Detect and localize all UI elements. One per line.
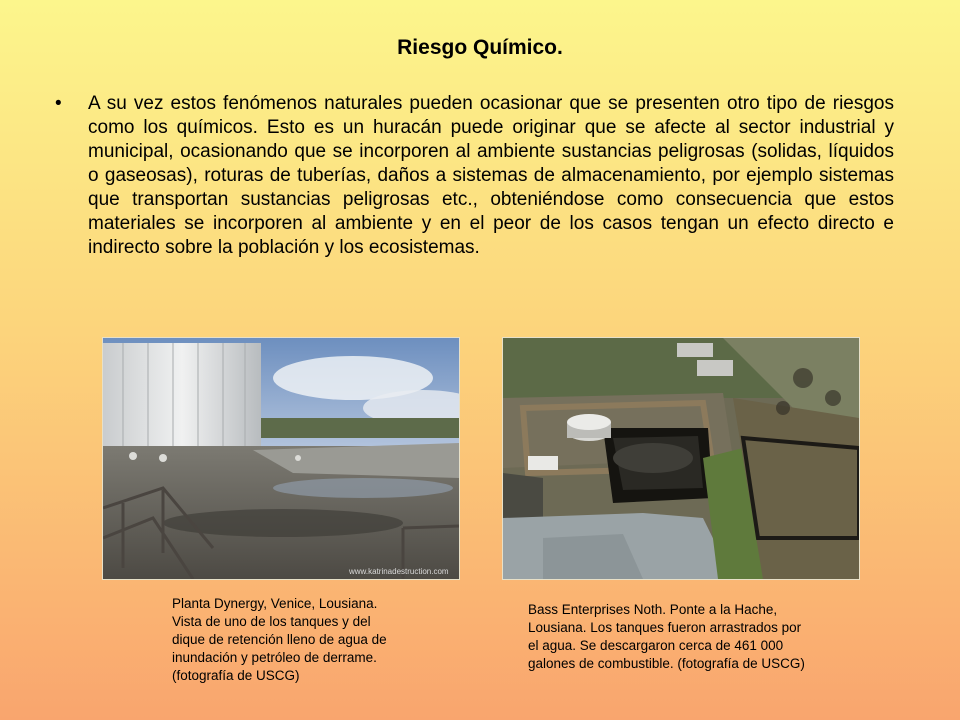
caption-line: Vista de uno de los tanques y del bbox=[172, 614, 371, 629]
photo-dynergy-plant bbox=[102, 337, 460, 580]
caption-photo-1 bbox=[172, 595, 437, 685]
caption-photo-2 bbox=[528, 601, 863, 673]
caption-line: Planta Dynergy, Venice, Lousiana. bbox=[172, 596, 378, 611]
caption-line: galones de combustible. (fotografía de USCG) bbox=[528, 656, 805, 671]
caption-line: el agua. Se descargaron cerca de 461 000 bbox=[528, 638, 784, 653]
caption-line: inundación y petróleo de derrame. bbox=[172, 650, 377, 665]
photo-bass-enterprises bbox=[502, 337, 860, 580]
caption-line: Lousiana. Los tanques fueron arrastrados por bbox=[528, 620, 802, 635]
caption-line: (fotografía de USCG) bbox=[172, 668, 300, 683]
caption-line: dique de retención lleno de agua de bbox=[172, 632, 387, 647]
photo-watermark: www.katrinadestruction.com bbox=[349, 567, 449, 576]
body-paragraph: A su vez estos fenómenos naturales pueden ocasionar que se presenten otro tipo de riesgos como los químicos. Esto es un huracán puede originar que se afecte al sector industrial y municipal, ocasionando que se incorporen al ambiente sustancias peligrosas (solidas, líquidos o gaseosas), roturas de tuberías, daños a sistemas de almacenamiento, por ejemplo sistemas que transportan sustancias peligrosas etc., obteniéndose como consecuencia que estos materiales se incorporen al ambiente y en el peor de los casos tengan un efecto directo e indirecto sobre la población y los ecosistemas. bbox=[88, 93, 894, 258]
slide-title: Riesgo Químico. bbox=[397, 36, 563, 59]
caption-line: Bass Enterprises Noth. Ponte a la Hache, bbox=[528, 602, 778, 617]
bullet-marker: • bbox=[55, 93, 62, 114]
